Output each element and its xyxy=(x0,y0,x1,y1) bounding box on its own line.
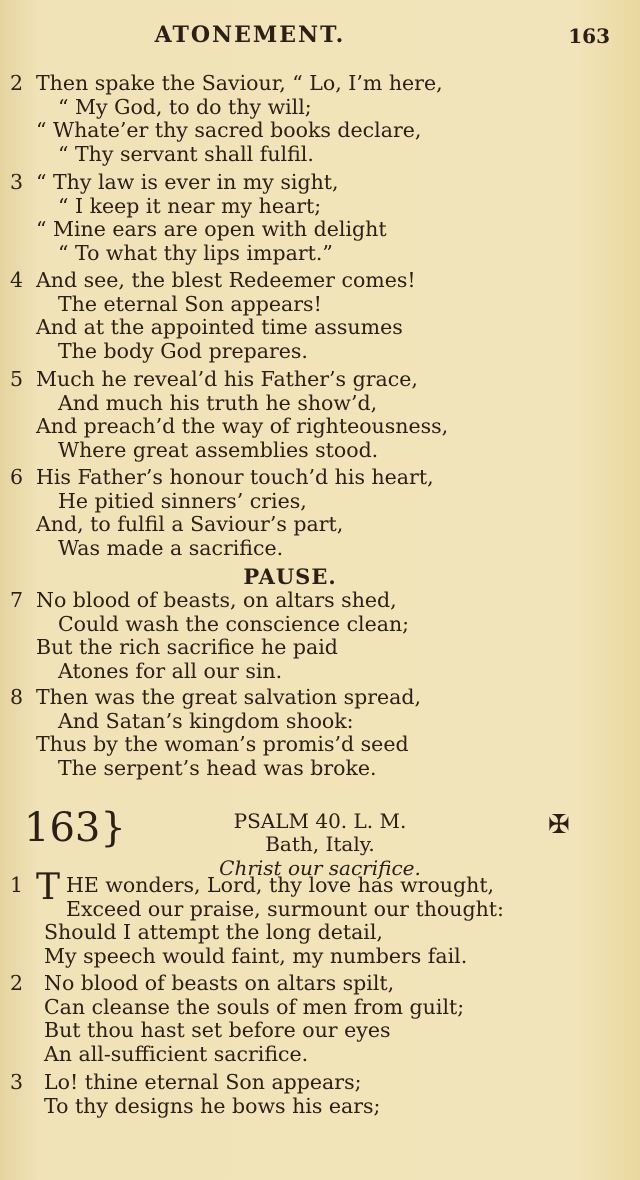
verse-line: But thou hast set before our eyes xyxy=(44,1018,391,1042)
page-number: 163 xyxy=(568,24,610,48)
verse-line: 5 Much he reveal’d his Father’s grace, xyxy=(10,367,418,391)
pause-heading: PAUSE. xyxy=(243,564,337,589)
stanza-number: 2 xyxy=(10,971,24,995)
verse-line: 7 No blood of beasts, on altars shed, xyxy=(10,588,397,612)
stanza-number: 7 xyxy=(10,588,24,612)
verse-line: The eternal Son appears! xyxy=(58,291,322,316)
verse-line: Can cleanse the souls of men from guilt; xyxy=(44,994,465,1019)
stanza-number: 3 xyxy=(10,1070,24,1094)
verse-line: “ Mine ears are open with delight xyxy=(36,217,387,241)
verse-line: The serpent’s head was broke. xyxy=(58,755,377,780)
verse-line: “ To what thy lips impart.” xyxy=(58,240,333,265)
verse-line: Thus by the woman’s promis’d seed xyxy=(36,732,409,756)
verse-line: And, to fulfil a Saviour’s part, xyxy=(36,512,344,536)
psalm-stanza-2 xyxy=(10,972,610,1066)
stanza-5 xyxy=(10,368,610,462)
running-title: ATONEMENT. xyxy=(154,22,346,48)
stanza-number: 3 xyxy=(10,170,24,194)
stanza-number: 4 xyxy=(10,268,24,292)
hymn-subject: Christ our sacrifice. xyxy=(219,856,421,880)
hymn-number: 163} xyxy=(24,805,126,851)
verse-line: My speech would faint, my numbers fail. xyxy=(44,943,468,968)
verse-line: “ I keep it near my heart; xyxy=(58,193,322,218)
page-header xyxy=(0,22,640,54)
verse-line: An all-sufficient sacrifice. xyxy=(44,1041,309,1066)
verse-line: And Satan’s kingdom shook: xyxy=(58,708,354,733)
verse-line: He pitied sinners’ cries, xyxy=(58,488,307,513)
verse-line: And preach’d the way of righteousness, xyxy=(36,414,449,438)
verse-line: Atones for all our sin. xyxy=(58,658,283,683)
drop-cap: T xyxy=(36,867,61,908)
stanza-2 xyxy=(10,72,610,166)
verse-line: 6 His Father’s honour touch’d his heart, xyxy=(10,465,434,489)
verse-line: And at the appointed time assumes xyxy=(36,315,403,339)
verse-line: “ Whate’er thy sacred books declare, xyxy=(36,118,422,142)
psalm-title: PSALM 40. L. M. xyxy=(233,809,407,833)
stanza-number: 1 xyxy=(10,873,24,897)
verse-line: The body God prepares. xyxy=(58,338,308,363)
verse-line: Was made a sacrifice. xyxy=(58,535,284,560)
verse-line: 3 Lo! thine eternal Son appears; xyxy=(10,1070,362,1094)
verse-line: 1 T HE wonders, Lord, thy love has wrought, xyxy=(10,867,495,908)
stanza-3 xyxy=(10,171,610,265)
stanza-4 xyxy=(10,269,610,363)
stanza-7 xyxy=(10,589,610,683)
stanza-number: 5 xyxy=(10,367,24,391)
verse-line: 8 Then was the great salvation spread, xyxy=(10,685,422,709)
cross-ornament-icon: ✠ xyxy=(548,810,570,840)
verse-line: Should I attempt the long detail, xyxy=(44,920,383,944)
verse-line: And much his truth he show’d, xyxy=(58,390,378,415)
stanza-8 xyxy=(10,686,610,780)
verse-line: “ Thy servant shall fulfil. xyxy=(58,141,314,166)
psalm-stanza-3 xyxy=(10,1071,610,1118)
verse-line: But the rich sacrifice he paid xyxy=(36,635,338,659)
stanza-number: 6 xyxy=(10,465,24,489)
stanza-6 xyxy=(10,466,610,560)
verse-line: 2 No blood of beasts on altars spilt, xyxy=(10,971,395,995)
tune-names: Bath, Italy. xyxy=(265,832,375,856)
verse-line: 3 “ Thy law is ever in my sight, xyxy=(10,170,339,194)
stanza-number: 2 xyxy=(10,71,24,95)
verse-line: Where great assemblies stood. xyxy=(58,437,379,462)
verse-line: 2 Then spake the Saviour, “ Lo, I’m here, xyxy=(10,71,443,95)
verse-line: “ My God, to do thy will; xyxy=(58,94,312,119)
verse-line: Exceed our praise, surmount our thought: xyxy=(66,896,504,921)
verse-line: To thy designs he bows his ears; xyxy=(44,1093,381,1118)
verse-line: 4 And see, the blest Redeemer comes! xyxy=(10,268,416,292)
stanza-number: 8 xyxy=(10,685,24,709)
verse-line: Could wash the conscience clean; xyxy=(58,611,410,636)
